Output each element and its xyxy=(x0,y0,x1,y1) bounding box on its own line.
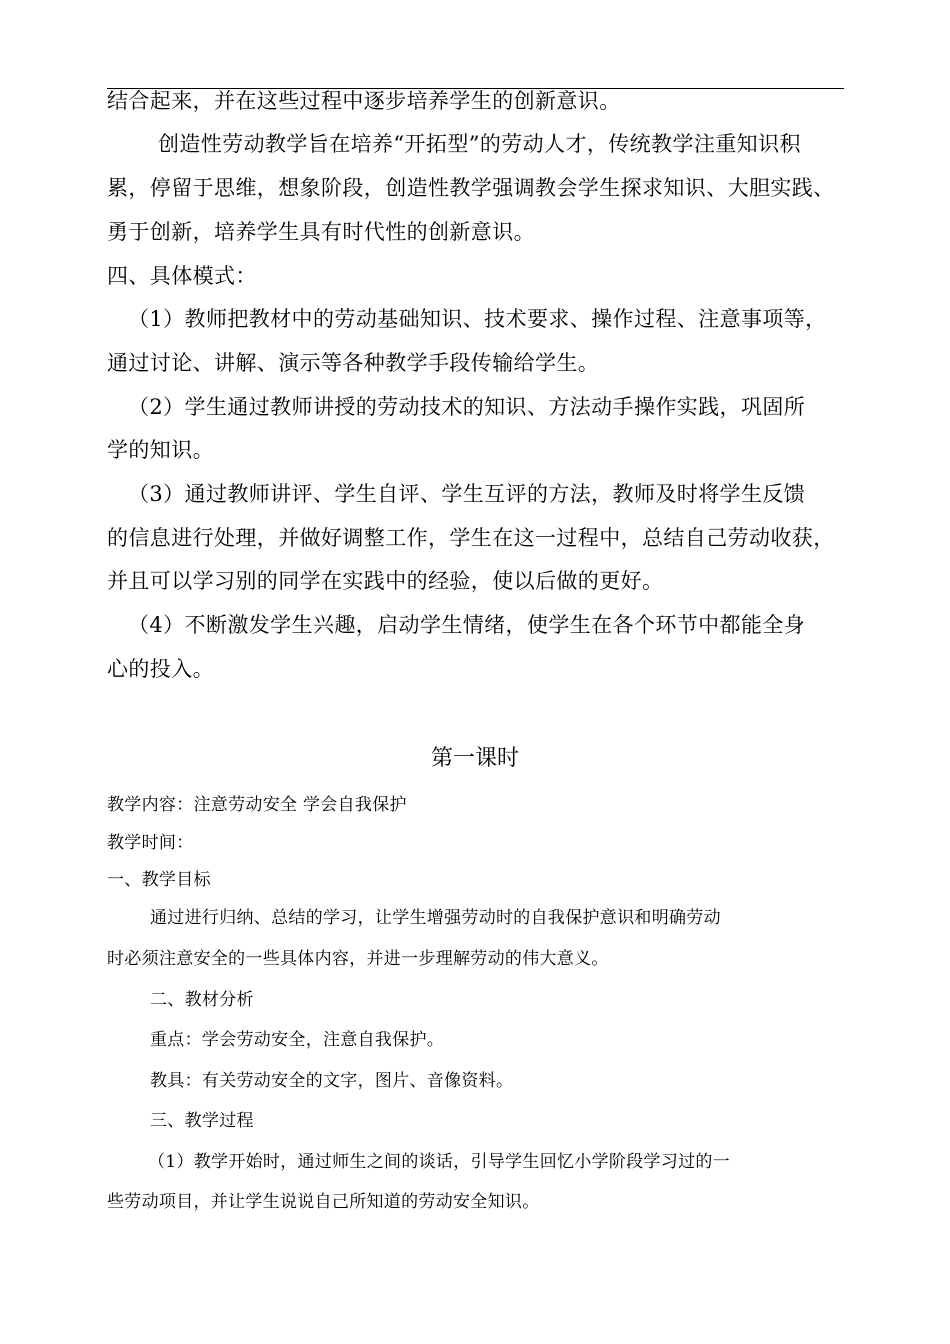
section-heading: 三、教学过程 xyxy=(150,1111,254,1131)
text-line: 些劳动项目，并让学生说说自己所知道的劳动安全知识。 xyxy=(107,1192,540,1212)
list-item: （1）教学开始时，通过师生之间的谈话，引导学生回忆小学阶段学习过的一 xyxy=(148,1152,731,1172)
text-line: 勇于创新，培养学生具有时代性的创新意识。 xyxy=(107,220,535,244)
lesson-time: 教学时间： xyxy=(107,833,194,853)
list-item: （3）通过教师讲评、学生自评、学生互评的方法，教师及时将学生反馈 xyxy=(128,482,806,506)
key-point: 重点：学会劳动安全，注意自我保护。 xyxy=(150,1030,445,1050)
text-line: 学的知识。 xyxy=(107,438,214,462)
list-item: （4）不断激发学生兴趣，启动学生情绪，使学生在各个环节中都能全身 xyxy=(128,613,806,637)
lesson-title: 第一课时 xyxy=(430,746,519,771)
text-line: 时必须注意安全的一些具体内容，并进一步理解劳动的伟大意义。 xyxy=(107,949,609,969)
text-line: 通过讨论、讲解、演示等各种教学手段传输给学生。 xyxy=(107,351,600,375)
text-line: 心的投入。 xyxy=(107,657,214,681)
text-line: 累，停留于思维，想象阶段，创造性教学强调教会学生探求知识、大胆实践、 xyxy=(107,176,835,200)
section-heading: 二、教材分析 xyxy=(150,990,254,1010)
text-line: 创造性劳动教学旨在培养“开拓型”的劳动人才，传统教学注重知识积 xyxy=(158,132,801,156)
text-line: 结合起来，并在这些过程中逐步培养学生的创新意识。 xyxy=(107,89,621,113)
text-line: 并且可以学习别的同学在实践中的经验，使以后做的更好。 xyxy=(107,569,664,593)
list-item: （2）学生通过教师讲授的劳动技术的知识、方法动手操作实践，巩固所 xyxy=(128,395,806,419)
section-heading: 一、教学目标 xyxy=(107,870,211,890)
section-heading: 四、具体模式： xyxy=(107,264,257,288)
teaching-aids: 教具：有关劳动安全的文字，图片、音像资料。 xyxy=(150,1071,514,1091)
list-item: （1）教师把教材中的劳动基础知识、技术要求、操作过程、注意事项等， xyxy=(128,307,827,331)
lesson-content: 教学内容：注意劳动安全 学会自我保护 xyxy=(107,795,407,815)
text-line: 通过进行归纳、总结的学习，让学生增强劳动时的自我保护意识和明确劳动 xyxy=(150,908,721,928)
text-line: 的信息进行处理，并做好调整工作，学生在这一过程中，总结自己劳动收获， xyxy=(107,526,835,550)
